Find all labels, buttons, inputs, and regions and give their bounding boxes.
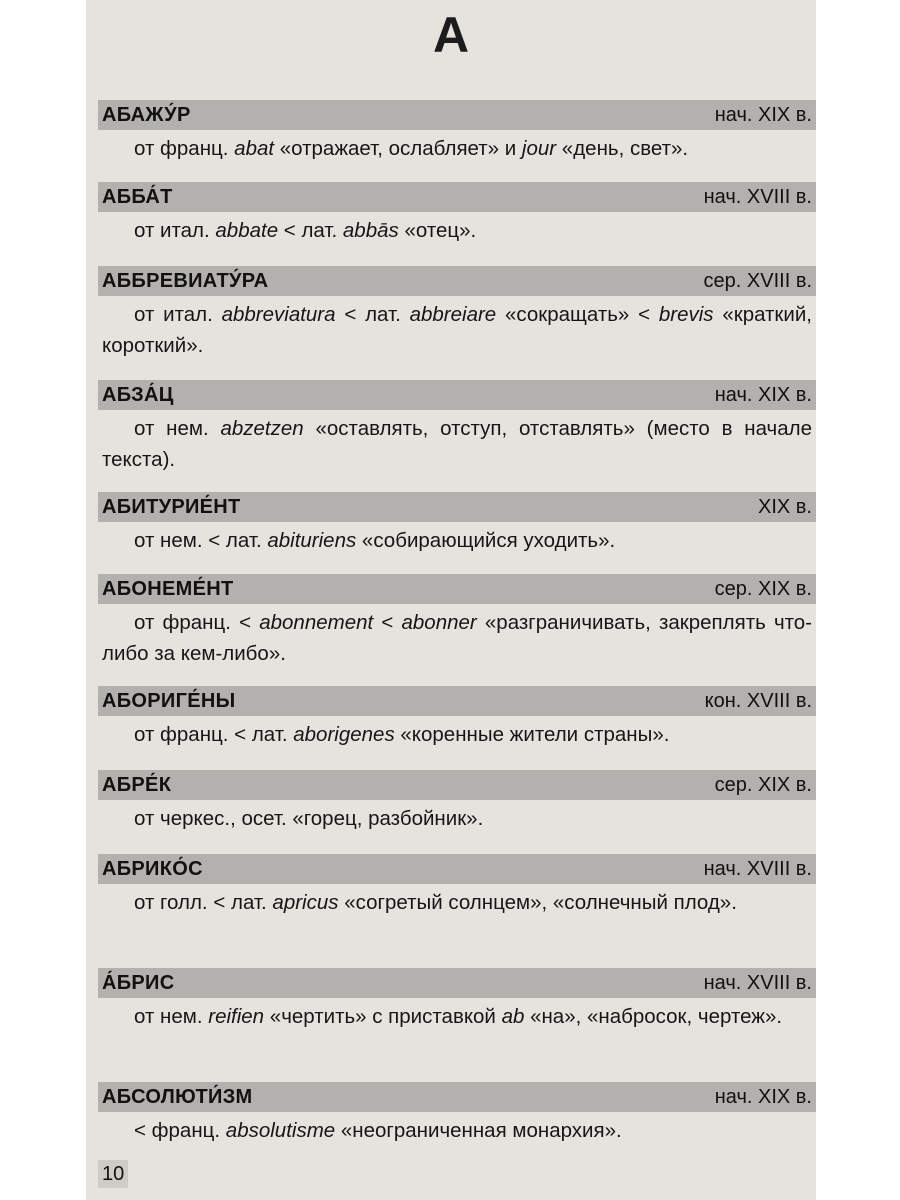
dictionary-entry [98, 266, 816, 361]
entry-etymology [98, 716, 816, 750]
entry-etymology [98, 998, 816, 1032]
etymology-text: от черкес., осет. «горец, разбойник». [134, 807, 484, 830]
etymology-text: «собирающийся уходить». [356, 529, 616, 552]
section-letter: А [432, 7, 470, 63]
etymon-word: abbās [342, 219, 399, 242]
entry-headword: АБСОЛЮТИ́ЗМ [102, 1085, 253, 1108]
dictionary-entry [98, 686, 816, 750]
etymology-text: от голл. < лат. [134, 891, 273, 914]
etymology-text: «на», «набросок, чертеж». [524, 1005, 783, 1028]
entry-header [98, 968, 816, 998]
entry-date: сер. XVIII в. [703, 269, 812, 292]
dictionary-entry [98, 1082, 816, 1146]
entry-date: кон. XVIII в. [704, 689, 812, 712]
dictionary-entry [98, 968, 816, 1032]
entry-etymology [98, 130, 816, 164]
etymology-text: «день, свет». [556, 137, 689, 160]
entry-etymology [98, 604, 816, 669]
dictionary-entry [98, 492, 816, 556]
entry-date: нач. XIX в. [714, 383, 812, 406]
entry-header [98, 1082, 816, 1112]
etymology-text: «коренные жители страны». [394, 723, 670, 746]
entry-header [98, 380, 816, 410]
entry-header [98, 266, 816, 296]
etymology-text: от франц. [134, 137, 235, 160]
dictionary-entry [98, 100, 816, 164]
etymology-text: < лат. [278, 219, 343, 242]
etymology-text: < франц. [134, 1119, 226, 1142]
etymon-word: abat [234, 137, 275, 160]
entry-date: нач. XIX в. [714, 103, 812, 126]
etymology-text: от нем. [134, 1005, 209, 1028]
entry-etymology [98, 410, 816, 475]
page-number: 10 [98, 1160, 128, 1188]
dictionary-entry [98, 380, 816, 475]
etymon-word: abzetzen [220, 417, 304, 440]
entry-date: нач. XVIII в. [703, 185, 812, 208]
entry-header [98, 854, 816, 884]
etymology-text: «чертить» с приставкой [264, 1005, 502, 1028]
entry-date: сер. XIX в. [714, 773, 812, 796]
etymology-text: «оставлять, отступ, отставлять» (место в начале текста). [102, 417, 812, 471]
entry-date: нач. XVIII в. [703, 971, 812, 994]
entry-headword: АБОНЕМЕ́НТ [102, 577, 234, 600]
entry-headword: АББРЕВИАТУ́РА [102, 269, 269, 292]
entry-etymology [98, 1112, 816, 1146]
etymon-word: brevis [658, 303, 714, 326]
entry-headword: АБРЕ́К [102, 773, 172, 796]
dictionary-entry [98, 574, 816, 669]
entry-headword: АББА́Т [102, 185, 173, 208]
dictionary-entry [98, 182, 816, 246]
entry-date: нач. XIX в. [714, 1085, 812, 1108]
entry-headword: АБАЖУ́Р [102, 103, 191, 126]
entry-headword: АБИТУРИЕ́НТ [102, 495, 241, 518]
entry-header [98, 182, 816, 212]
etymology-text: < [373, 611, 402, 634]
etymology-text: «отражает, ослабляет» и [274, 137, 522, 160]
etymon-word: absolutisme [225, 1119, 336, 1142]
etymology-text: «сокращать» < [496, 303, 659, 326]
etymology-text: от итал. [134, 303, 222, 326]
etymon-word: jour [521, 137, 557, 160]
etymon-word: aborigenes [293, 723, 395, 746]
etymon-word: reifien [208, 1005, 265, 1028]
etymology-text: от франц. < [134, 611, 260, 634]
entry-date: нач. XVIII в. [703, 857, 812, 880]
etymology-text: от нем. [134, 417, 221, 440]
dictionary-entry [98, 770, 816, 834]
entry-date: сер. XIX в. [714, 577, 812, 600]
etymology-text: от франц. < лат. [134, 723, 294, 746]
entry-date: XIX в. [758, 495, 812, 518]
entry-etymology [98, 522, 816, 556]
etymology-text: «отец». [398, 219, 477, 242]
etymon-word: ab [501, 1005, 525, 1028]
entry-header [98, 100, 816, 130]
entry-header [98, 574, 816, 604]
dictionary-entry [98, 854, 816, 918]
entry-headword: АБРИКО́С [102, 857, 203, 880]
entry-header [98, 686, 816, 716]
etymon-word: apricus [272, 891, 339, 914]
etymon-word: abonner [401, 611, 477, 634]
etymology-text: от итал. [134, 219, 216, 242]
etymon-word: abonnement [259, 611, 374, 634]
entry-header [98, 492, 816, 522]
etymology-text: «согретый солнцем», «солнечный плод». [338, 891, 737, 914]
etymology-text: «неограниченная монархия». [335, 1119, 622, 1142]
dictionary-page [86, 0, 816, 1200]
entry-headword: А́БРИС [102, 971, 175, 994]
etymon-word: abbreviatura [221, 303, 336, 326]
entry-etymology [98, 884, 816, 918]
etymology-text: «разграничивать, закреплять что-либо за кем-либо». [102, 611, 813, 665]
entry-etymology [98, 296, 816, 361]
entry-headword: АБЗА́Ц [102, 383, 174, 406]
etymology-text: < лат. [335, 303, 410, 326]
etymology-text: от нем. < лат. [134, 529, 268, 552]
etymology-text: «краткий, короткий». [102, 303, 813, 357]
etymon-word: abituriens [267, 529, 357, 552]
entry-etymology [98, 212, 816, 246]
etymon-word: abbate [215, 219, 279, 242]
entry-etymology [98, 800, 816, 834]
entry-header [98, 770, 816, 800]
etymon-word: abbreiare [409, 303, 497, 326]
entry-headword: АБОРИГЕ́НЫ [102, 689, 236, 712]
